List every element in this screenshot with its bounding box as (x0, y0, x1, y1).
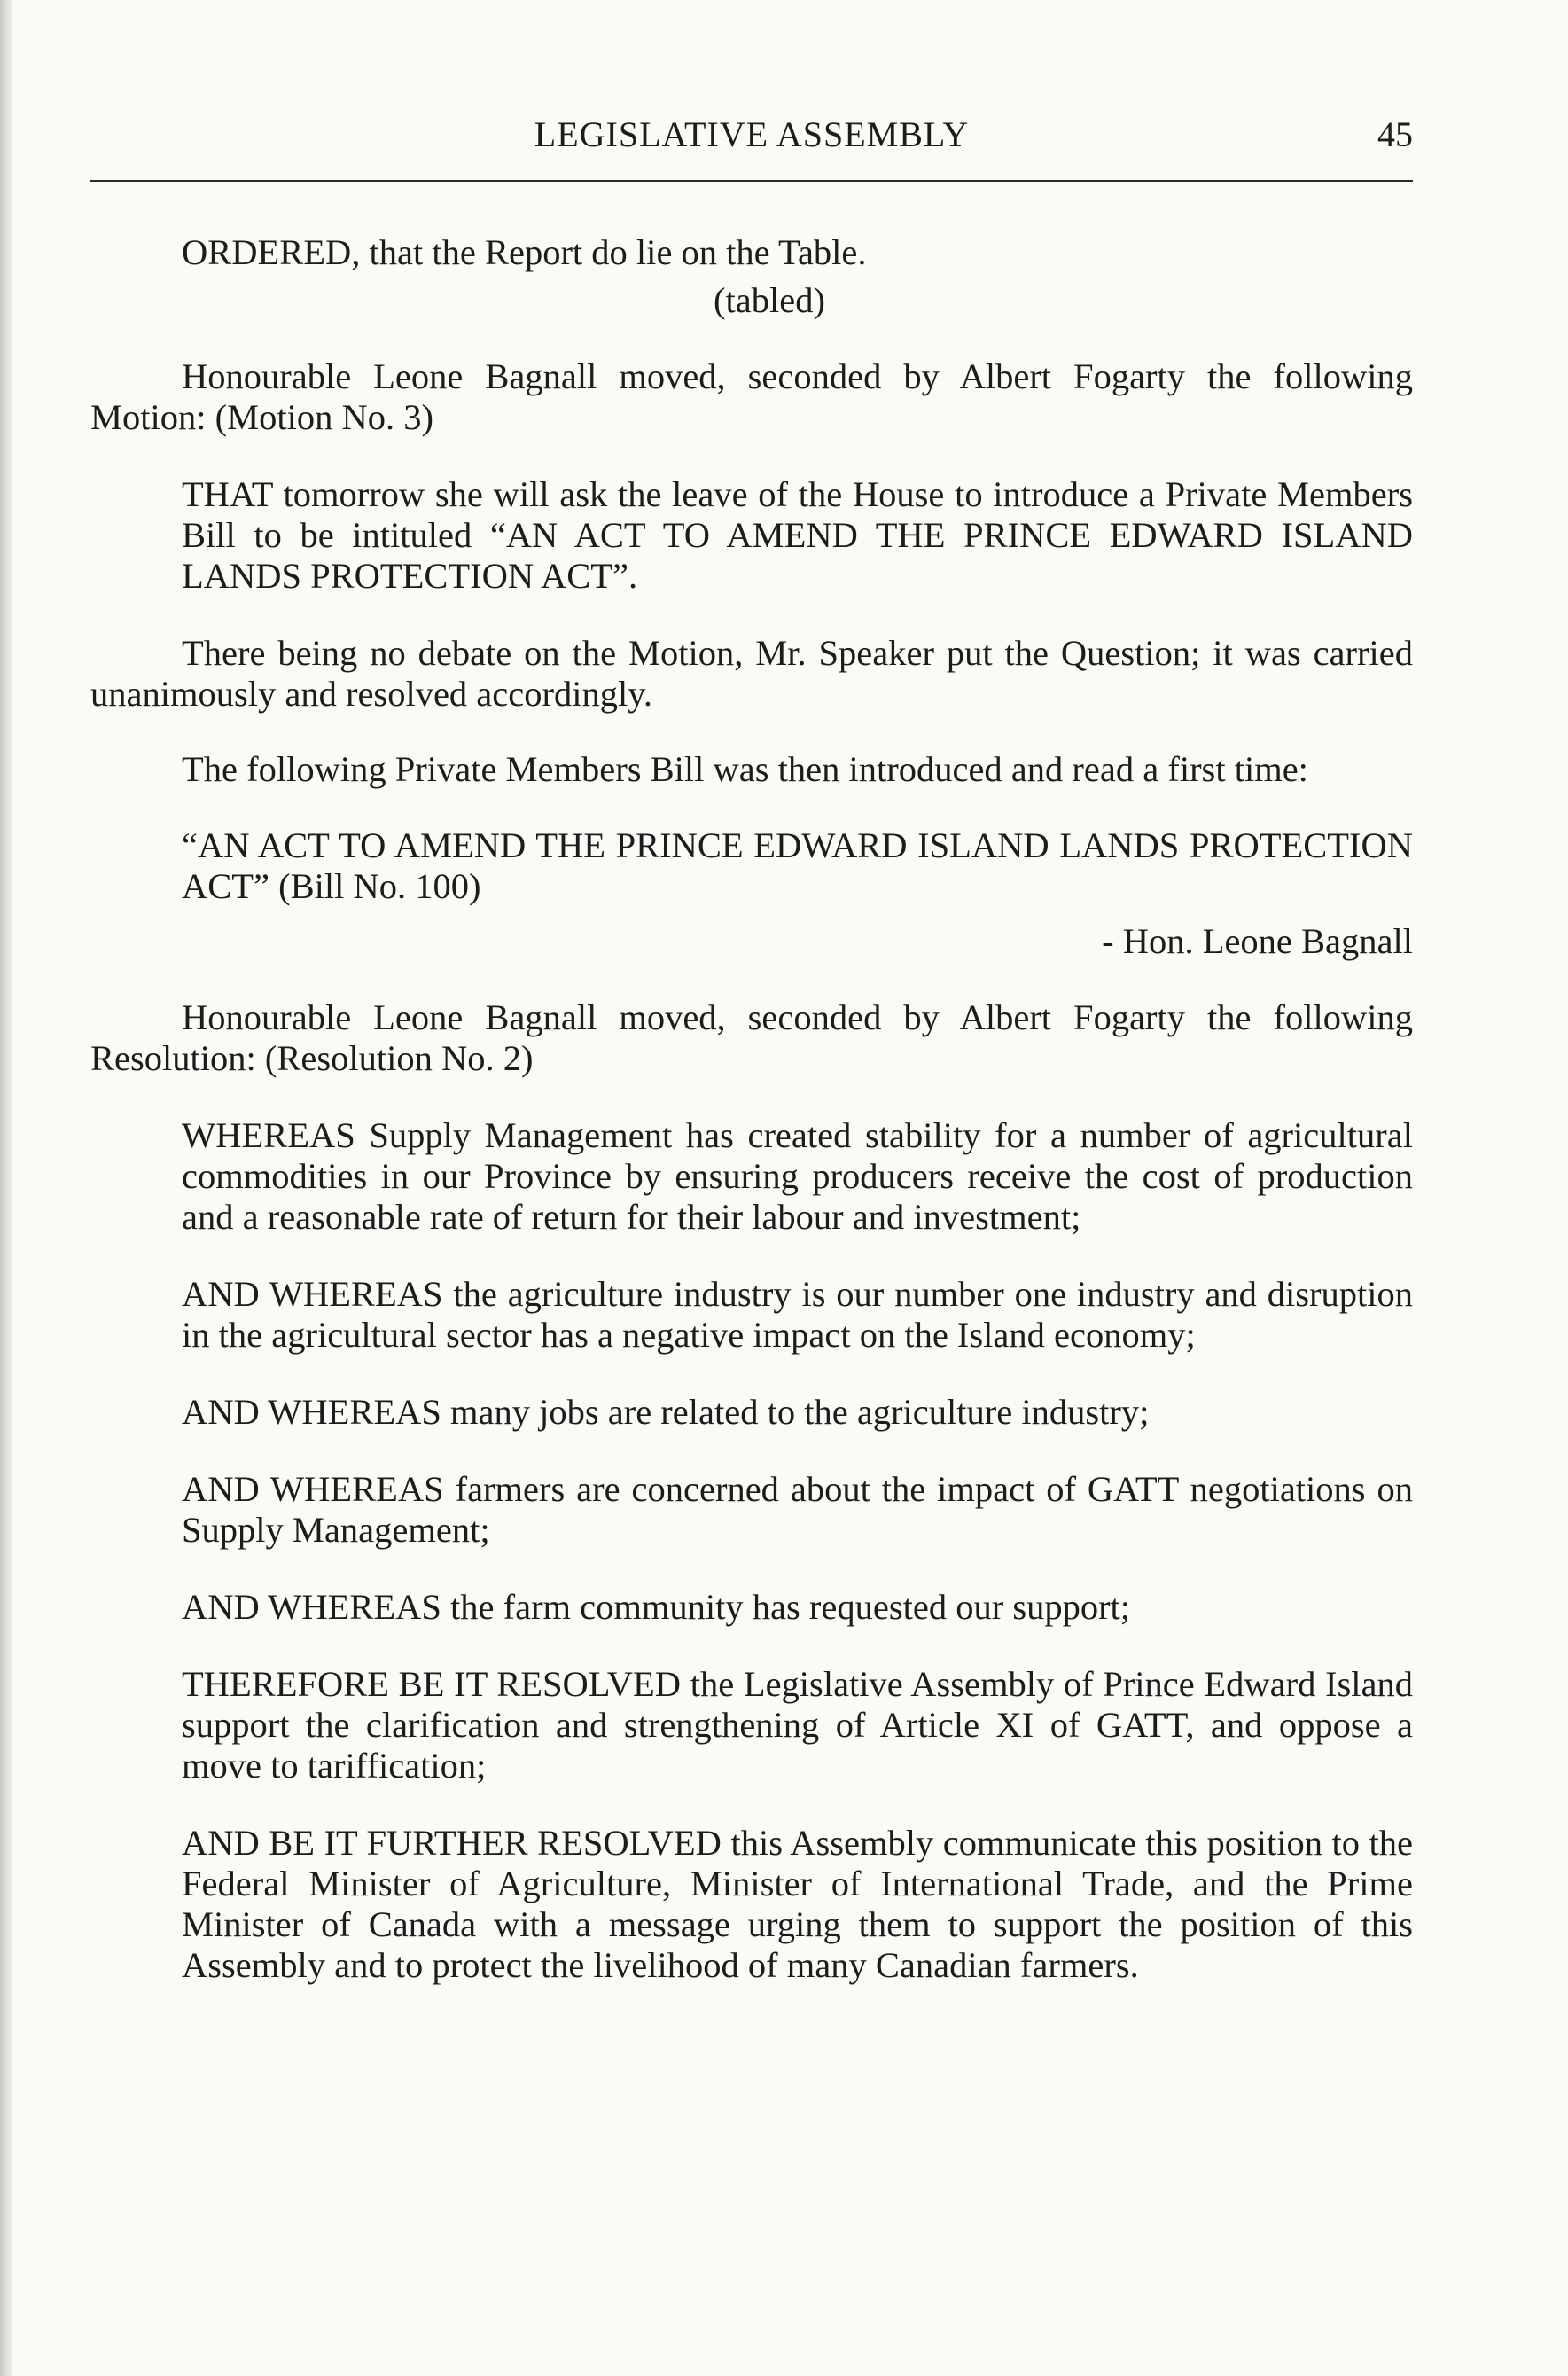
bill-title-paragraph: “AN ACT TO AMEND THE PRINCE EDWARD ISLAND LANDS PROTECTION ACT” (Bill No. 100) (182, 825, 1413, 906)
whereas-paragraph-5: AND WHEREAS the farm community has requested our support; (182, 1587, 1131, 1627)
whereas-paragraph-2: AND WHEREAS the agriculture industry is our number one industry and disruption in the agricultural sector has a negative impact on the Island economy; (182, 1274, 1413, 1355)
document-body (90, 232, 1413, 1986)
running-head: LEGISLATIVE ASSEMBLY (534, 114, 970, 154)
resolution-intro-paragraph: Honourable Leone Bagnall moved, seconded by Albert Fogarty the following Resolution: (Resolution No. 2) (90, 997, 1413, 1078)
header-rule (90, 180, 1413, 182)
page-edge-shadow (0, 0, 12, 2376)
whereas-paragraph-1: WHEREAS Supply Management has created stability for a number of agricultural commodities in our Province by ensuring producers receive the cost of production and a reasonable rate of return for their labour and investment; (182, 1115, 1413, 1237)
page-number: 45 (1377, 114, 1413, 154)
page-header (90, 113, 1413, 156)
tabled-note: (tabled) (714, 280, 825, 320)
ordered-paragraph: ORDERED, that the Report do lie on the Table. (182, 232, 867, 272)
motion-intro-paragraph: Honourable Leone Bagnall moved, seconded by Albert Fogarty the following Motion: (Motion No. 3) (90, 356, 1413, 437)
bill-intro-paragraph: The following Private Members Bill was then introduced and read a first time: (182, 749, 1308, 789)
motion-text-paragraph: THAT tomorrow she will ask the leave of the House to introduce a Private Members Bill to be intituled “AN ACT TO AMEND THE PRINCE EDWARD ISLAND LANDS PROTECTION ACT”. (182, 474, 1413, 596)
resolved-paragraph-2: AND BE IT FURTHER RESOLVED this Assembly communicate this position to the Federal Minister of Agriculture, Minister of International Trade, and the Prime Minister of Canada with a message urging them to support the position of this Assembly and to protect the livelihood of many Canadian farmers. (182, 1823, 1413, 1985)
whereas-paragraph-4: AND WHEREAS farmers are concerned about the impact of GATT negotiations on Supply Management; (182, 1469, 1413, 1550)
whereas-paragraph-3: AND WHEREAS many jobs are related to the agriculture industry; (182, 1392, 1150, 1432)
resolved-paragraph-1: THEREFORE BE IT RESOLVED the Legislative Assembly of Prince Edward Island support the clarification and strengthening of Article XI of GATT, and oppose a move to tariffication; (182, 1664, 1413, 1786)
no-debate-paragraph: There being no debate on the Motion, Mr. Speaker put the Question; it was carried unanimously and resolved accordingly. (90, 633, 1413, 714)
bill-sponsor: - Hon. Leone Bagnall (1102, 921, 1413, 961)
